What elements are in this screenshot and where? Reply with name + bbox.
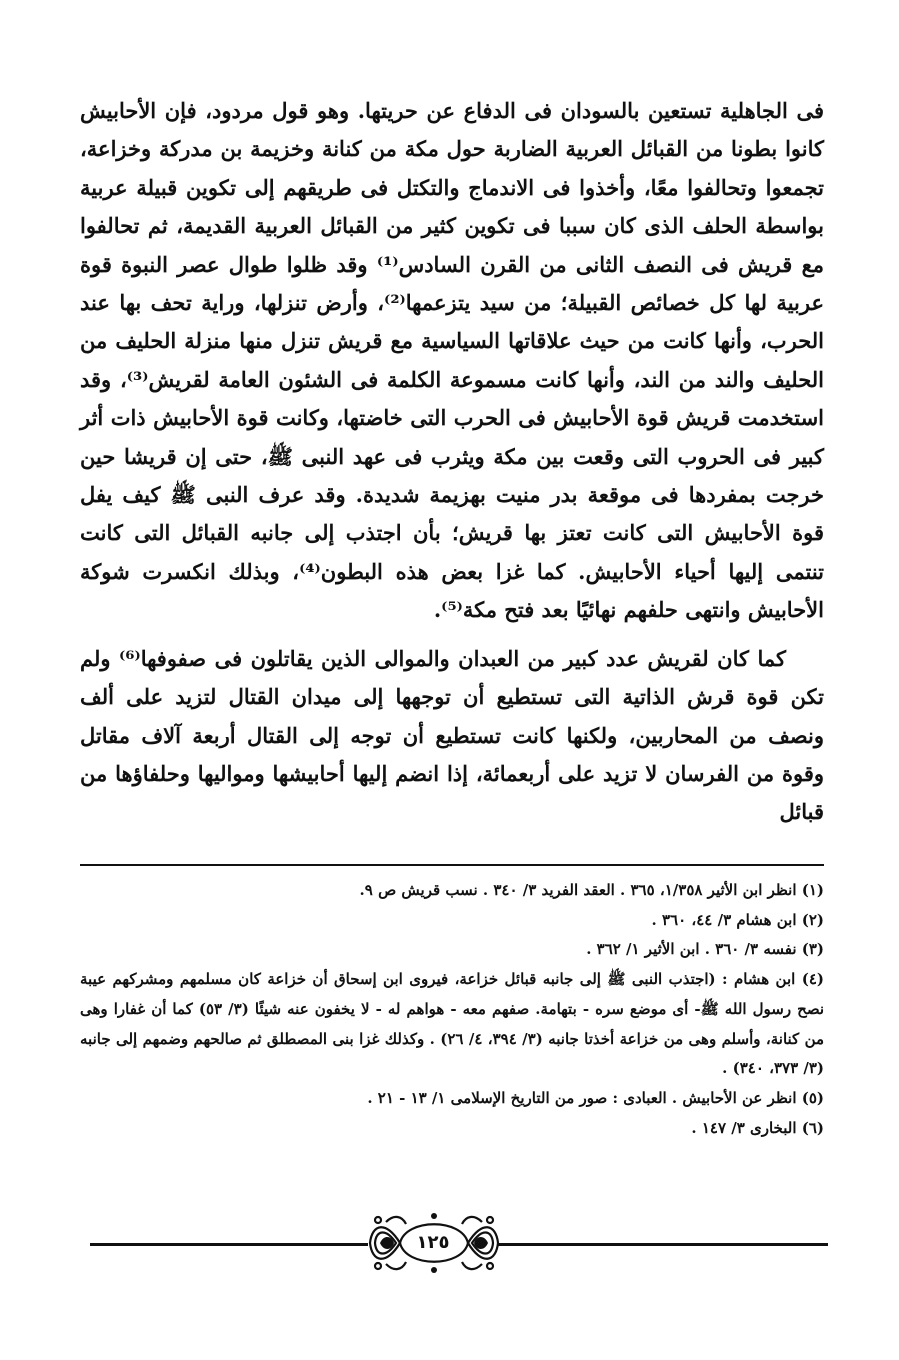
footnote-3: (٣) نفسه ٣/ ٣٦٠ . ابن الأثير ١/ ٣٦٢ . — [586, 940, 824, 959]
footnote-1: (١) انظر ابن الأثير ١/٣٥٨، ٣٦٥ . العقد الفريد ٣/ ٣٤٠ . نسب قريش ص ٩. — [359, 881, 824, 899]
footnote-2: (٢) ابن هشام ٣/ ٤٤، ٣٦٠ . — [651, 910, 824, 929]
footnote-separator — [80, 864, 824, 866]
body-paragraph-1: فى الجاهلية تستعين بالسودان فى الدفاع عن حريتها. وهو قول مردود، فإن الأحابيش كانوا بطونا من القبائل العربية الضاربة حول مكة من كنانة وخزيمة بن مدركة وخزاعة، تجمعوا وتحالفوا معًا، وأخذوا فى الاندماج والتكتل فى طريقهم إلى تكوين قبيلة عربية بواسطة الحلف الذى كان سببا فى تكوين كثير من القبائل العربية القديمة، ثم تحالفوا مع قريش فى النصف الثانى من القرن السادس⁽¹⁾ وقد ظلوا طوال عصر النبوة قوة عربية لها كل خصائص القبيلة؛ من سيد يتزعمها⁽²⁾، وأرض تنزلها، وراية تحف بها عند الحرب، وأنها كانت من حيث علاقاتها السياسية مع قريش تنزل منها منزلة الحليف من الحليف والند من الند، وأنها كانت مسموعة الكلمة فى الشئون العامة لقريش⁽³⁾، وقد استخدمت قريش قوة الأحابيش فى الحرب التى خاضتها، وكانت قوة الأحابيش ذات أثر كبير فى الحروب التى وقعت بين مكة ويثرب فى عهد النبى ﷺ، حتى إن قريشا حين خرجت بمفردها فى موقعة بدر منيت بهزيمة شديدة. وقد عرف النبى ﷺ كيف يفل قوة الأحابيش التى كانت تعتز بها قريش؛ بأن اجتذب إلى جانبه القبائل التى كانت تنتمى إليها أحياء الأحابيش. كما غزا بعض هذه البطون⁽⁴⁾، وبذلك انكسرت شوكة الأحابيش وانتهى حلفهم نهائيًا بعد فتح مكة⁽⁵⁾. — [80, 98, 825, 623]
footnotes — [80, 876, 824, 1143]
footer-rule-right — [498, 1243, 828, 1246]
footer-rule-left — [90, 1243, 368, 1246]
footnote-5: (٥) انظر عن الأحابيش . العبادى : صور من التاريخ الإسلامى ١/ ١٣ - ٢١ . — [367, 1088, 824, 1107]
body-paragraph-2: كما كان لقريش عدد كبير من العبدان والموالى الذين يقاتلون فى صفوفها⁽⁶⁾ ولم تكن قوة قرش الذاتية التى تستطيع أن توجهها إلى ميدان القتال لتزيد على ألف ونصف من المحاربين، ولكنها كانت تستطيع أن توجه إلى القتال أربعة آلاف مقاتل وقوة من الفرسان لا تزيد على أربعمائة، إذا انضم إليها أحابيشها ومواليها وحلفاؤها من قبائل — [80, 645, 824, 825]
page-number: ١٢٥ — [416, 1232, 450, 1253]
main-text — [80, 92, 824, 832]
footnote-6: (٦) البخارى ٣/ ١٤٧ . — [691, 1118, 824, 1137]
footnote-4: (٤) ابن هشام : (اجتذب النبى ﷺ إلى جانبه قبائل خزاعة، فيروى ابن إسحاق أن خزاعة كان مسلمهم ومشركهم عيبة نصح رسول الله ﷺ- أى موضع سره - بتهامة. صفهم معه - هواهم له - لا يخفون عنه شيئًا (٣/ ٥٣) كما أن غفارا وهى من كنانة، وأسلم وهى من خزاعة أخذتا جانبه (٣/ ٣٩٤، ٤/ ٢٦) . وكذلك غزا بنى المصطلق ثم صالحهم وضمهم إلى جانبه (٣/ ٣٧٣، ٣٤٠) . — [80, 970, 825, 1078]
